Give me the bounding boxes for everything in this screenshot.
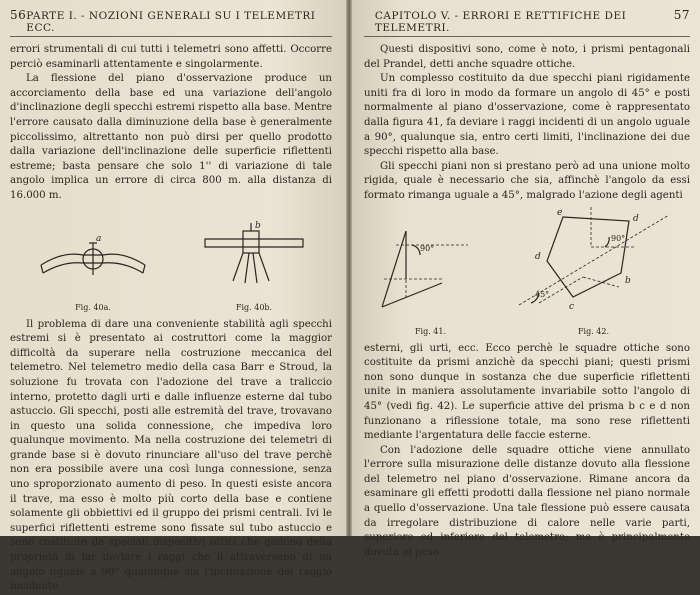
figure-42-label: d	[534, 251, 541, 262]
figure-40b-label: b	[255, 220, 261, 231]
left-page	[0, 0, 346, 593]
right-page-header	[364, 8, 690, 37]
paragraph: Questi dispositivi sono, come è noto, i prismi pentagonali del Prandel, detti anche squadre ottiche.	[364, 44, 690, 70]
figure-row	[10, 212, 332, 312]
figure-caption: Fig. 42.	[577, 326, 610, 336]
figure-caption: Fig. 41.	[414, 326, 447, 336]
figure-41-angle: 90°	[419, 243, 434, 253]
figure-42-angle-top: 90°	[610, 233, 625, 243]
figure-42	[509, 207, 679, 336]
paragraph: esterni, gli urti, ecc. Ecco perchè le squadre ottiche sono costituite da prismi anzichè da specchi piani; questi prismi non sono dunque in sostanza che due superficie riflettenti unite in maniera assolutamente invariabile sotto l'angolo di 45° (vedi fig. 42). Le superficie attive del prisma b c e d non funzionano a riflessione totale, ma sono rese riflettenti mediante l'argentatura delle faccie esterne.	[364, 342, 690, 442]
figure-row	[364, 208, 690, 336]
left-page-header	[10, 8, 332, 37]
figure-40a-drawing	[33, 229, 153, 301]
figure-caption: Fig. 40b.	[235, 302, 273, 312]
figure-40b	[199, 219, 309, 312]
page-number: 57	[673, 8, 690, 22]
figure-42-angle-bottom: 45°	[534, 289, 549, 299]
figure-40b-drawing	[199, 219, 309, 301]
paragraph: La flessione del piano d'osservazione produce un accorciamento della base ed una variazione dell'angolo d'inclinazione degli specchi estremi rispetto alla base. Mentre l'errore causato dalla diminuzione della base è generalmente piccolissimo, altrettanto non può dirsi per quello prodotto dalla variazione dell'inclinazione delle superficie riflettenti estreme; basta pensare che solo 1'' di variazione di tale angolo implica un errore di circa 800 m. alla distanza di 16.000 m.	[10, 73, 332, 201]
figure-42-label: c	[568, 301, 574, 312]
running-title: PARTE I. - NOZIONI GENERALI SU I TELEMETRI ECC.	[26, 10, 316, 34]
figure-40a-label: a	[96, 233, 102, 244]
figure-40a	[33, 229, 153, 312]
figure-41-drawing	[376, 221, 486, 325]
paragraph: errori strumentali di cui tutti i telemetri sono affetti. Occorre perciò esaminarli attentamente e singolarmente.	[10, 44, 332, 70]
paragraph: Il problema di dare una conveniente stabilità agli specchi estremi si è presentato ai costruttori come la maggior difficoltà da superare nella costruzione meccanica del telemetro. Nel telemetro medio della casa Barr e Stroud, la soluzione fu trovata con l'adozione del trave a traliccio interno, protetto dagli urti e dalle influenze esterne dal tubo astuccio. Gli specchi, posti alle estremità del trave, trovavano in questo una solida connessione, che impediva loro qualunque movimento. Ma nella costruzione dei telemetri di grande base si è dovuto rinunciare all'uso del trave perchè non era possibile avere una così lunga connessione, senza uno sproporzionato aumento di peso. In questi esiste ancora il trave, ma esso è molto più corto della base e contiene solamente gli obbiettivi ed il gruppo dei prismi centrali. Ivi le superfici riflettenti estreme sono fissate sul tubo astuccio e sono costituite da speciali dispositivi ottici che godono della proprietà di far deviare i raggi che li attraversano di un angolo uguale a 90° qualunque sia l'inclinazione del raggio incidente.	[10, 318, 332, 593]
right-page	[352, 0, 700, 558]
figure-41	[376, 221, 486, 336]
figure-caption: Fig. 40a.	[75, 302, 111, 312]
paragraph: Con l'adozione delle squadre ottiche viene annullato l'errore sulla misurazione delle distanze dovuto alla flessione del telemetro nel piano d'osservazione. Rimane ancora da esaminare gli effetti prodotti dalla flessione nel piano normale a quello d'osservazione. Una tale flessione può essere causata da irregolare distribuzione di calore nelle varie parti, superiore ed inferiore del telemetro; ma è principalmente dovuta al peso	[364, 444, 690, 558]
figure-42-label: d	[632, 213, 639, 224]
paragraph: Un complesso costituito da due specchi piani rigidamente uniti fra di loro in modo da formare un angolo di 45° e posti normalmente al piano d'osservazione, come è rappresentato dalla figura 41, fa deviare i raggi incidenti di un angolo uguale a 90°, qualunque sia, entro certi limiti, l'inclinazione dei due specchi rispetto alla base.	[364, 73, 690, 158]
figure-42-drawing	[509, 207, 679, 325]
figure-42-label: e	[556, 207, 562, 218]
page-number: 56	[10, 8, 27, 22]
paragraph: Gli specchi piani non si prestano però ad una unione molto rigida, quale è necessario che sia, affinchè l'angolo da essi formato rimanga uguale a 45°, malgrado l'azione degli agenti	[364, 160, 690, 201]
running-title: CAPITOLO V. - ERRORI E RETTIFICHE DEI TELEMETRI.	[374, 10, 627, 34]
figure-42-label: b	[624, 275, 631, 286]
